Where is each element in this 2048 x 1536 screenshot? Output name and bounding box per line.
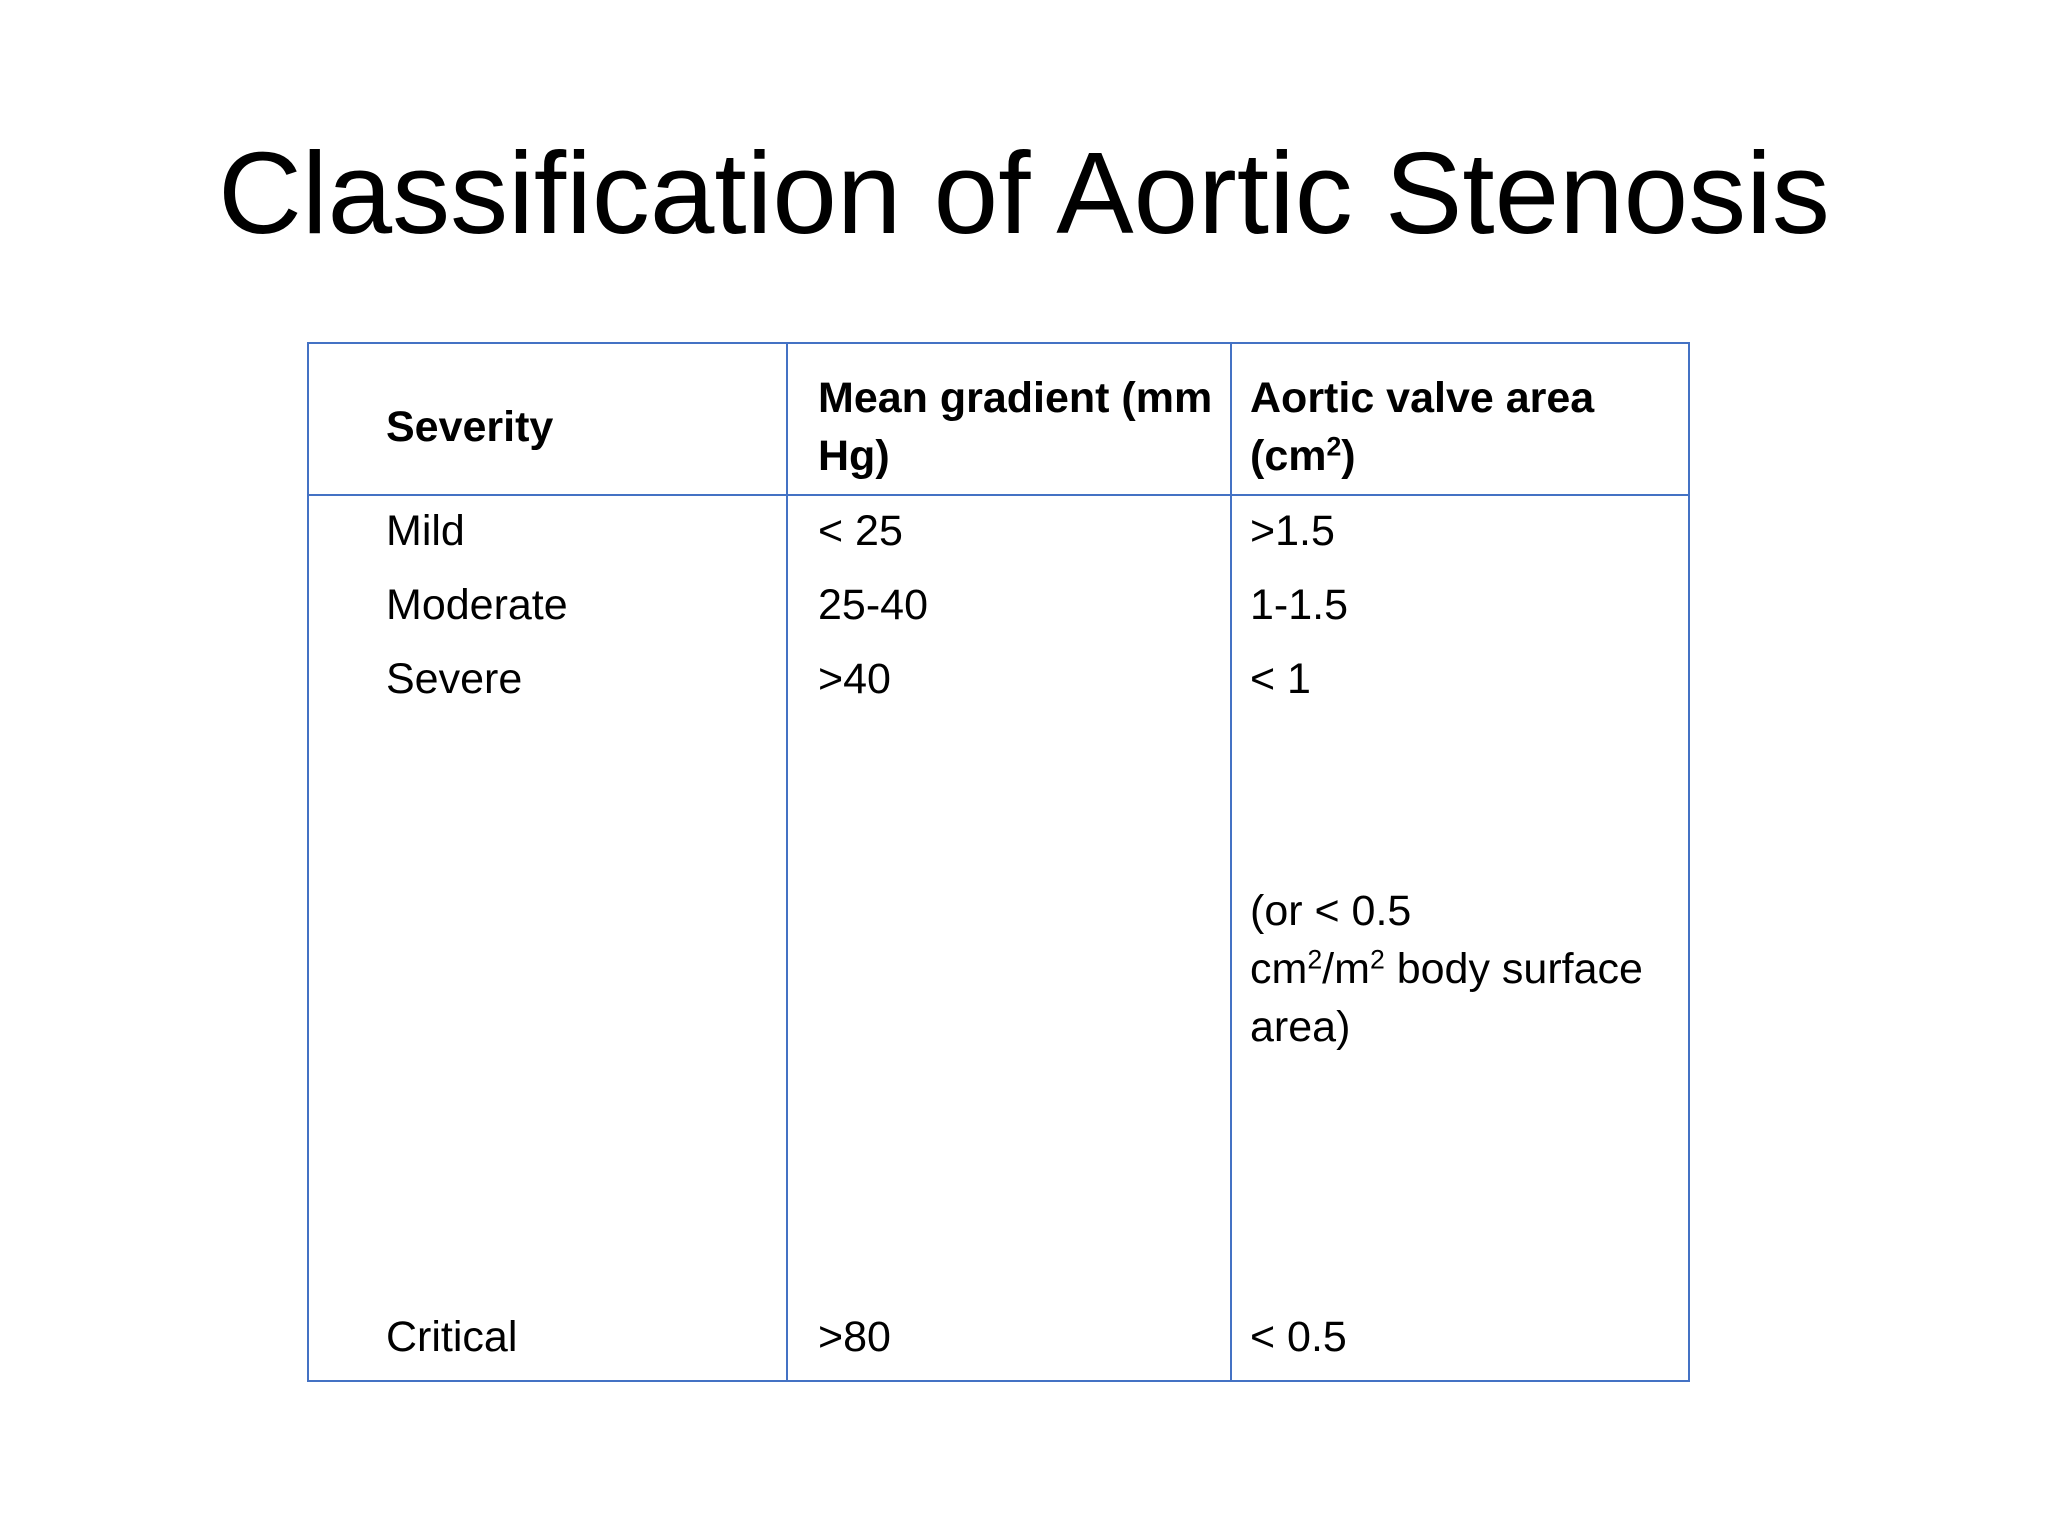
row-mild-area: >1.5 xyxy=(1250,507,1335,555)
row-critical-area: < 0.5 xyxy=(1250,1313,1347,1361)
column-divider-1 xyxy=(786,344,788,1380)
row-moderate-area: 1-1.5 xyxy=(1250,581,1349,629)
header-valve-area-close: ) xyxy=(1341,432,1356,480)
row-severe-gradient: >40 xyxy=(818,655,891,703)
area-note-superscript-1: 2 xyxy=(1307,944,1323,975)
header-mean-gradient-line2: Hg) xyxy=(818,432,890,480)
header-valve-area-line1: Aortic valve area xyxy=(1250,374,1595,422)
slide-title: Classification of Aortic Stenosis xyxy=(218,128,1830,258)
row-mild-severity: Mild xyxy=(386,507,465,555)
row-moderate-gradient: 25-40 xyxy=(818,581,928,629)
classification-table xyxy=(307,342,1690,1382)
header-valve-area-line2 xyxy=(1250,427,1356,485)
header-divider xyxy=(309,494,1688,496)
area-note-body-surface: body surface xyxy=(1384,945,1643,993)
area-note-line3: area) xyxy=(1250,1003,1351,1051)
header-valve-area-superscript: 2 xyxy=(1326,431,1342,462)
row-critical-severity: Critical xyxy=(386,1313,518,1361)
row-moderate-severity: Moderate xyxy=(386,581,568,629)
area-note-line2 xyxy=(1250,940,1643,998)
row-severe-severity: Severe xyxy=(386,655,523,703)
row-mild-gradient: < 25 xyxy=(818,507,903,555)
header-severity: Severity xyxy=(386,403,554,451)
area-note-superscript-2: 2 xyxy=(1369,944,1385,975)
header-mean-gradient-line1: Mean gradient (mm xyxy=(818,374,1213,422)
header-valve-area-unit: (cm xyxy=(1250,432,1327,480)
row-critical-gradient: >80 xyxy=(818,1313,891,1361)
area-note-line1: (or < 0.5 xyxy=(1250,887,1412,935)
row-severe-area: < 1 xyxy=(1250,655,1311,703)
area-note-cm: cm xyxy=(1250,945,1308,993)
area-note-per-m: /m xyxy=(1322,945,1370,993)
column-divider-2 xyxy=(1230,344,1232,1380)
